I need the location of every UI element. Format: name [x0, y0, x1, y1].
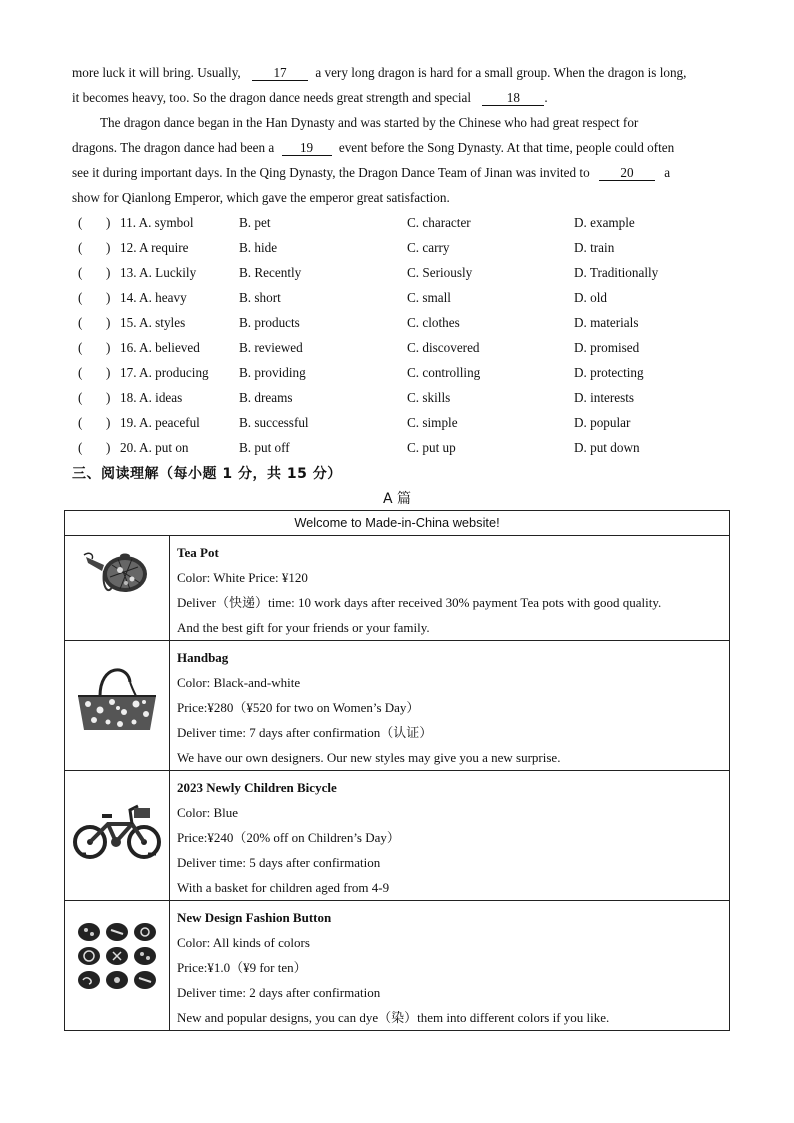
- answer-paren-close: ): [106, 240, 111, 255]
- answer-paren-open: (: [78, 415, 83, 430]
- product-deliver: Deliver time: 7 days after confirmation（认证）: [177, 725, 433, 740]
- option-a: 15. A. styles: [120, 315, 186, 330]
- option-d: D. put down: [574, 440, 640, 455]
- option-b: B. Recently: [239, 265, 302, 280]
- answer-paren-close: ): [106, 440, 111, 455]
- question-row: [72, 389, 732, 407]
- table-row: [65, 536, 730, 641]
- product-price: Price:¥240（20% off on Children’s Day）: [177, 830, 400, 845]
- question-row: [72, 214, 732, 232]
- product-color: Color: All kinds of colors: [177, 935, 310, 950]
- blank-19: 19: [282, 140, 332, 156]
- option-b: B. hide: [239, 240, 278, 255]
- option-d: D. materials: [574, 315, 639, 330]
- option-a: 12. A require: [120, 240, 189, 255]
- product-info: [170, 536, 730, 641]
- passage-line: [72, 139, 674, 157]
- product-name: Tea Pot: [177, 545, 219, 560]
- option-d: D. old: [574, 290, 607, 305]
- passage-text: .: [544, 90, 548, 105]
- option-d: D. train: [574, 240, 615, 255]
- section-subtitle: A 篇: [382, 491, 412, 507]
- option-a: 14. A. heavy: [120, 290, 187, 305]
- option-b: B. put off: [239, 440, 290, 455]
- passage-text: dragons. The dragon dance had been a: [72, 140, 275, 155]
- option-a: 17. A. producing: [120, 365, 209, 380]
- option-d: D. Traditionally: [574, 265, 659, 280]
- product-color-price: Color: White Price: ¥120: [177, 570, 308, 585]
- passage-text: a very long dragon is hard for a small group. When the dragon is long,: [315, 65, 687, 80]
- option-c: C. clothes: [407, 315, 460, 330]
- answer-paren-close: ): [106, 315, 111, 330]
- teapot-image: [82, 543, 152, 599]
- option-d: D. promised: [574, 340, 640, 355]
- question-row: [72, 364, 732, 382]
- table-row: [65, 771, 730, 901]
- blank-17: 17: [252, 65, 308, 81]
- option-c: C. put up: [407, 440, 456, 455]
- passage-text: see it during important days. In the Qing Dynasty, the Dragon Dance Team of Jinan was invited to: [72, 165, 590, 180]
- handbag-image: [74, 662, 160, 736]
- option-a: 18. A. ideas: [120, 390, 183, 405]
- product-deliver: Deliver time: 5 days after confirmation: [177, 855, 381, 870]
- passage-line: [72, 89, 548, 107]
- product-note: We have our own designers. Our new styles may give you a new surprise.: [177, 750, 561, 765]
- answer-paren-open: (: [78, 365, 83, 380]
- question-row: [72, 264, 732, 282]
- answer-paren-close: ): [106, 365, 111, 380]
- product-info: [170, 771, 730, 901]
- product-note: With a basket for children aged from 4-9: [177, 880, 390, 895]
- product-info: [170, 641, 730, 771]
- question-row: [72, 314, 732, 332]
- answer-paren-close: ): [106, 215, 111, 230]
- question-row: [72, 439, 732, 457]
- option-b: B. products: [239, 315, 300, 330]
- option-c: C. carry: [407, 240, 450, 255]
- option-c: C. discovered: [407, 340, 480, 355]
- option-c: C. small: [407, 290, 451, 305]
- table-header: Welcome to Made-in-China website!: [65, 511, 730, 536]
- passage-text: event before the Song Dynasty. At that time, people could often: [338, 140, 675, 155]
- image-cell: [65, 641, 170, 771]
- answer-paren-open: (: [78, 390, 83, 405]
- answer-paren-open: (: [78, 315, 83, 330]
- product-name: New Design Fashion Button: [177, 910, 332, 925]
- option-d: D. interests: [574, 390, 635, 405]
- option-a: 11. A. symbol: [120, 215, 194, 230]
- passage-text: more luck it will bring. Usually,: [72, 65, 241, 80]
- answer-paren-close: ): [106, 415, 111, 430]
- table-header-row: [65, 511, 730, 536]
- product-table: [64, 510, 730, 1031]
- answer-paren-open: (: [78, 340, 83, 355]
- answer-paren-open: (: [78, 290, 83, 305]
- answer-paren-open: (: [78, 240, 83, 255]
- blank-20: 20: [599, 165, 655, 181]
- product-info: [170, 901, 730, 1031]
- table-row: [65, 641, 730, 771]
- blank-18: 18: [482, 90, 544, 106]
- option-a: 13. A. Luckily: [120, 265, 197, 280]
- option-a: 19. A. peaceful: [120, 415, 200, 430]
- image-cell: [65, 771, 170, 901]
- image-cell: [65, 901, 170, 1031]
- bicycle-image: [72, 796, 162, 862]
- product-name: Handbag: [177, 650, 229, 665]
- product-color: Color: Blue: [177, 805, 239, 820]
- product-deliver: Deliver（快递）time: 10 work days after received 30% payment Tea pots with good quality.: [177, 595, 662, 610]
- option-b: B. successful: [239, 415, 309, 430]
- passage-line: [72, 64, 686, 82]
- option-c: C. skills: [407, 390, 451, 405]
- passage-text: a: [664, 165, 671, 180]
- answer-paren-open: (: [78, 265, 83, 280]
- option-b: B. dreams: [239, 390, 293, 405]
- passage-text: it becomes heavy, too. So the dragon dance needs great strength and special: [72, 90, 472, 105]
- option-b: B. pet: [239, 215, 271, 230]
- option-c: C. controlling: [407, 365, 481, 380]
- option-c: C. character: [407, 215, 471, 230]
- option-a: 20. A. put on: [120, 440, 189, 455]
- option-b: B. short: [239, 290, 281, 305]
- passage-line: [72, 164, 670, 182]
- product-color: Color: Black-and-white: [177, 675, 301, 690]
- product-deliver: Deliver time: 2 days after confirmation: [177, 985, 381, 1000]
- question-row: [72, 339, 732, 357]
- product-price: Price:¥280（¥520 for two on Women’s Day）: [177, 700, 420, 715]
- passage-line: The dragon dance began in the Han Dynasty and was started by the Chinese who had great respect for: [100, 115, 639, 130]
- passage-line: show for Qianlong Emperor, which gave the emperor great satisfaction.: [72, 190, 450, 205]
- answer-paren-open: (: [78, 440, 83, 455]
- answer-paren-close: ): [106, 290, 111, 305]
- option-c: C. simple: [407, 415, 458, 430]
- image-cell: [65, 536, 170, 641]
- table-row: [65, 901, 730, 1031]
- option-d: D. example: [574, 215, 635, 230]
- answer-paren-close: ): [106, 265, 111, 280]
- question-row: [72, 289, 732, 307]
- product-price: Price:¥1.0（¥9 for ten）: [177, 960, 307, 975]
- answer-paren-close: ): [106, 390, 111, 405]
- option-b: B. providing: [239, 365, 306, 380]
- product-note: And the best gift for your friends or your family.: [177, 620, 430, 635]
- option-d: D. protecting: [574, 365, 644, 380]
- question-row: [72, 414, 732, 432]
- buttons-image: [75, 922, 159, 992]
- option-c: C. Seriously: [407, 265, 473, 280]
- section-title: 三、阅读理解（每小题 1 分，共 15 分）: [72, 466, 342, 482]
- option-a: 16. A. believed: [120, 340, 200, 355]
- answer-paren-open: (: [78, 215, 83, 230]
- answer-paren-close: ): [106, 340, 111, 355]
- option-b: B. reviewed: [239, 340, 303, 355]
- product-note: New and popular designs, you can dye（染）them into different colors if you like.: [177, 1010, 610, 1025]
- product-name: 2023 Newly Children Bicycle: [177, 780, 337, 795]
- question-row: [72, 239, 732, 257]
- option-d: D. popular: [574, 415, 631, 430]
